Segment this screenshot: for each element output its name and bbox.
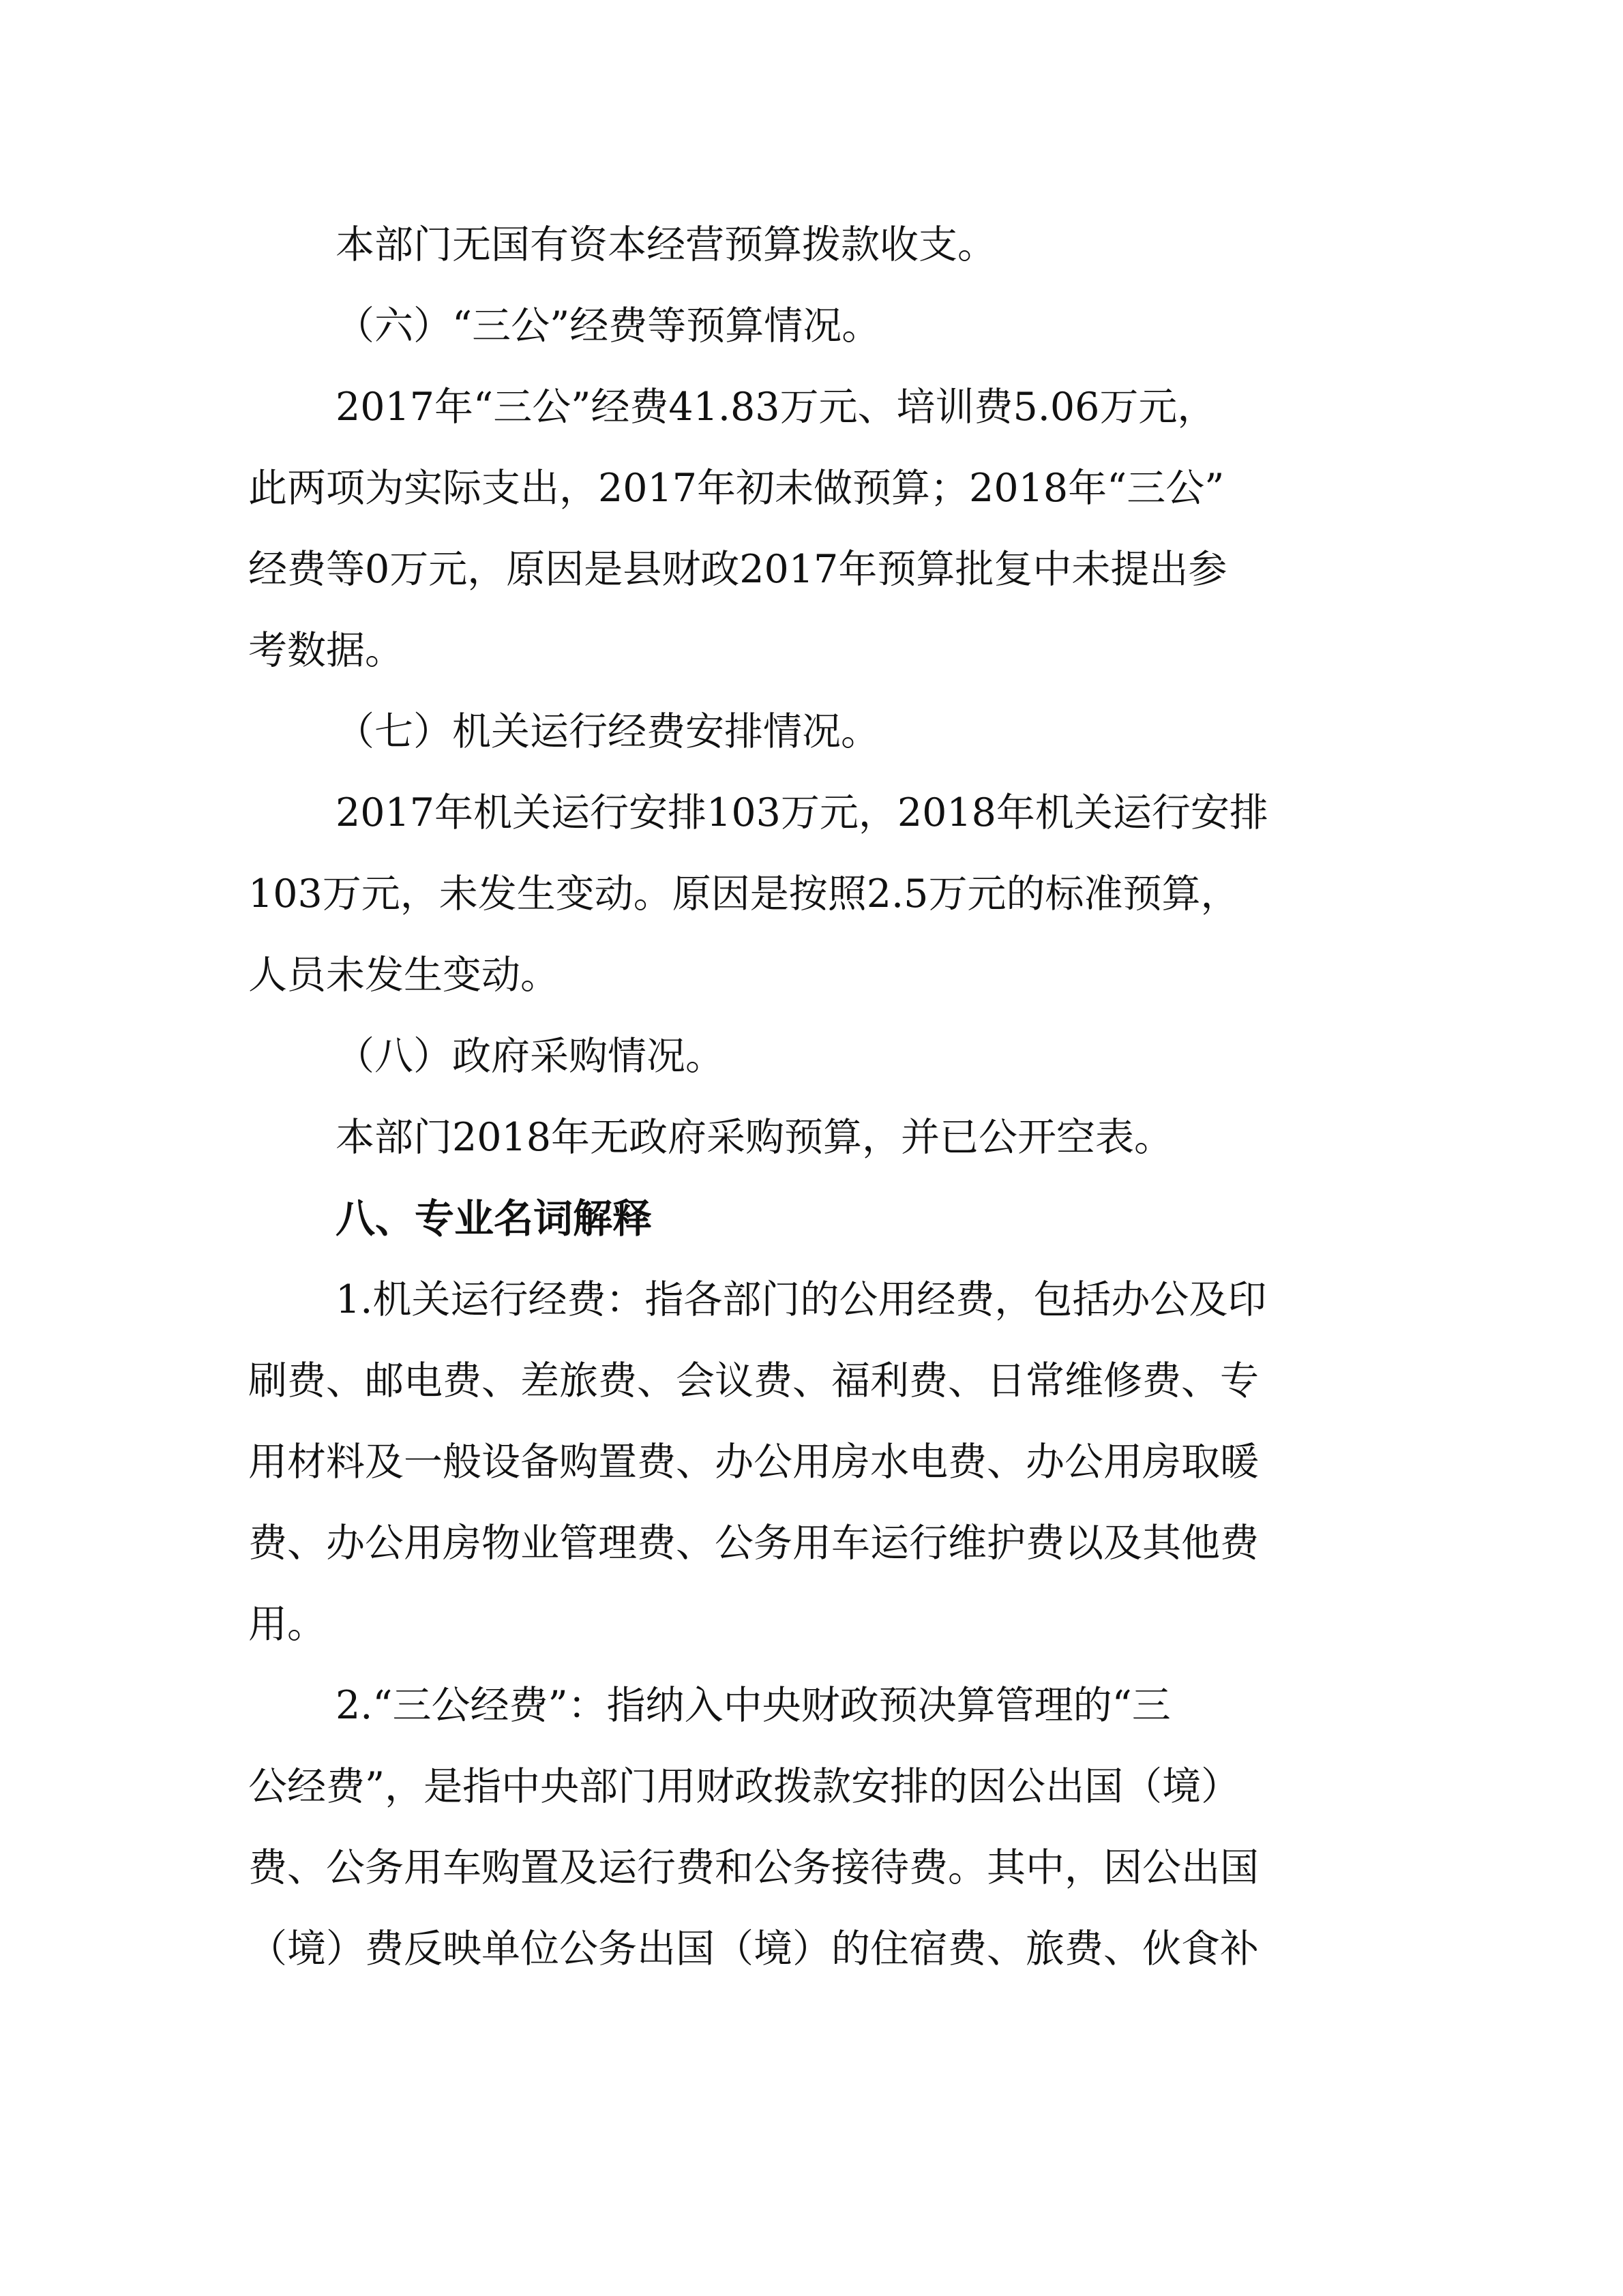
paragraph-line: 人员未发生变动。 — [248, 953, 559, 998]
paragraph-line: 103万元，未发生变动。原因是按照2.5万元的标准预算， — [248, 871, 1240, 916]
paragraph-line: 用。 — [248, 1602, 326, 1647]
paragraph-line: 本部门无国有资本经营预算拨款收支。 — [336, 222, 996, 267]
paragraph-line: 2017年“三公”经费41.83万元、培训费5.06万元， — [336, 385, 1217, 430]
paragraph-line: 用材料及一般设备购置费、办公用房水电费、办公用房取暖 — [248, 1440, 1259, 1485]
paragraph-line: 费、公务用车购置及运行费和公务接待费。其中，因公出国 — [248, 1845, 1259, 1890]
section-heading-terms: 八、专业名词解释 — [336, 1195, 653, 1242]
paragraph-line: 考数据。 — [248, 628, 404, 673]
paragraph-line: 公经费”，是指中央部门用财政拨款安排的因公出国（境） — [248, 1764, 1240, 1809]
section-heading-eight-sub: （八）政府采购情况。 — [336, 1034, 724, 1079]
paragraph-line: 此两项为实际支出，2017年初未做预算；2018年“三公” — [248, 466, 1225, 511]
paragraph-line: 2.“三公经费”：指纳入中央财政预决算管理的“三 — [336, 1683, 1171, 1728]
paragraph-line: 本部门2018年无政府采购预算，并已公开空表。 — [336, 1115, 1174, 1160]
paragraph-line: （境）费反映单位公务出国（境）的住宿费、旅费、伙食补 — [248, 1926, 1259, 1971]
paragraph-line: 2017年机关运行安排103万元，2018年机关运行安排 — [336, 790, 1268, 835]
paragraph-line: 经费等0万元，原因是县财政2017年预算批复中未提出参 — [248, 547, 1227, 592]
paragraph-line: 1.机关运行经费：指各部门的公用经费，包括办公及印 — [336, 1277, 1267, 1322]
section-heading-six: （六）“三公”经费等预算情况。 — [336, 303, 881, 348]
document-body — [248, 205, 1391, 1990]
paragraph-line: 费、办公用房物业管理费、公务用车运行维护费以及其他费 — [248, 1521, 1259, 1566]
paragraph-line: 刷费、邮电费、差旅费、会议费、福利费、日常维修费、专 — [248, 1358, 1259, 1403]
section-heading-seven: （七）机关运行经费安排情况。 — [336, 709, 880, 754]
